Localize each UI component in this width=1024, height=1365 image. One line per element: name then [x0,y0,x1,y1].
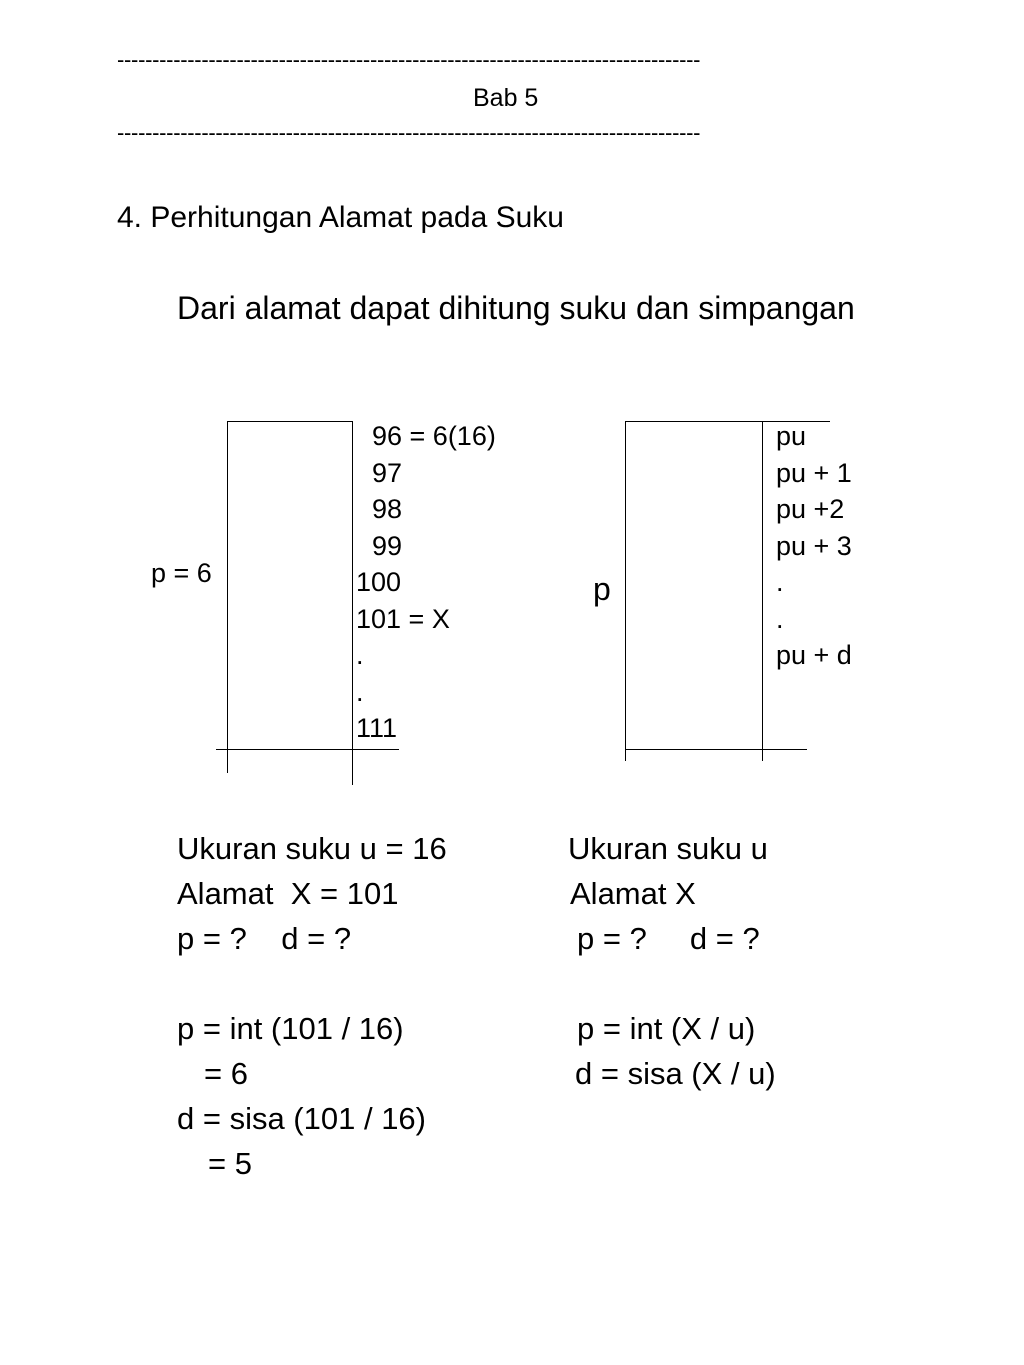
address-row: . [776,567,784,597]
right-calc-question: p = ? d = ? [577,921,760,956]
left-address-list [356,418,496,747]
right-calc-address: Alamat X [570,876,696,911]
header-dash-line-top: ----------------------------------------------------------------------------------- [117,53,701,67]
left-calc-question: p = ? d = ? [177,921,352,956]
address-row: 96 = 6(16) [372,421,496,451]
address-row: 97 [372,457,403,488]
address-row: 101 = X [356,603,450,634]
address-row: . [776,603,784,634]
section-subtitle: Dari alamat dapat dihitung suku dan simpangan [177,290,855,326]
address-row: pu +2 [776,494,845,524]
left-calc-d-formula: d = sisa (101 / 16) [177,1101,426,1136]
right-diagram-bottom-edge [625,749,807,750]
right-address-list [776,418,852,674]
left-diagram-bottom-edge [216,749,399,750]
address-row: 99 [372,530,403,561]
address-row: pu + d [776,640,852,670]
address-row: 111 [356,713,398,743]
left-diagram-left-edge [227,421,228,773]
left-diagram-divider [352,421,353,785]
header-dash-line-bottom: ----------------------------------------------------------------------------------- [117,126,701,140]
left-calc-p-result: = 6 [204,1056,248,1091]
right-calc-p-formula: p = int (X / u) [577,1011,756,1046]
right-calc-unit-size: Ukuran suku u [568,831,768,866]
right-diagram-divider [762,421,763,761]
address-row: 98 [372,494,403,524]
section-title: 4. Perhitungan Alamat pada Suku [117,201,564,234]
left-calc-d-result: = 5 [208,1146,252,1181]
right-calc-d-formula: d = sisa (X / u) [575,1056,776,1091]
address-row: pu + 3 [776,530,852,561]
address-row: pu + 1 [776,457,852,488]
address-row: . [356,676,364,707]
address-row: . [356,640,364,670]
left-calc-unit-size: Ukuran suku u = 16 [177,831,447,866]
left-diagram-side-label: p = 6 [151,558,212,588]
right-diagram-left-edge [625,421,626,761]
left-calc-address: Alamat X = 101 [177,876,399,911]
right-diagram-side-label: p [593,571,611,607]
chapter-heading: Bab 5 [473,84,539,112]
address-row: pu [776,421,807,451]
address-row: 100 [356,567,402,597]
left-diagram-top-edge [227,421,352,422]
left-calc-p-formula: p = int (101 / 16) [177,1011,404,1046]
